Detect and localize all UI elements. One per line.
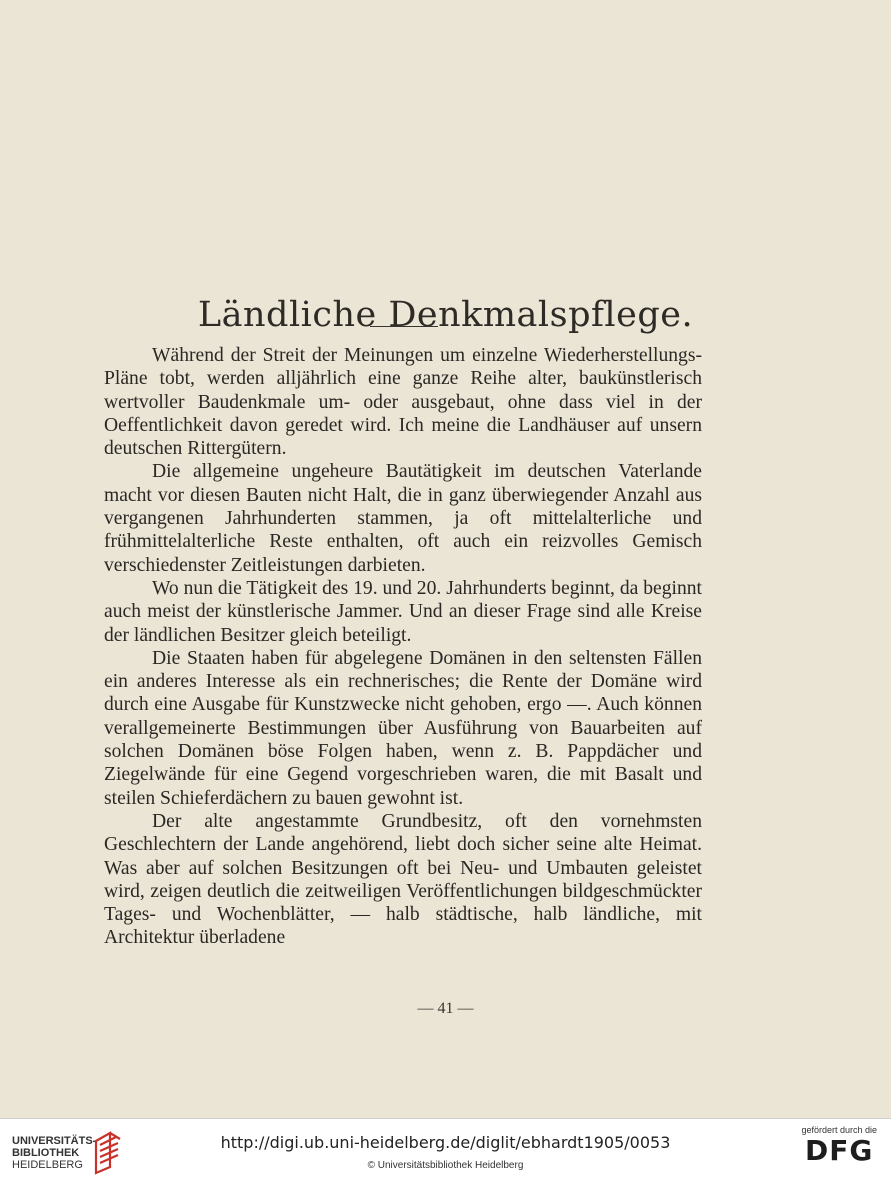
funding-credit [801,1125,877,1167]
page-number: — 41 — [417,1000,474,1017]
permalink-url[interactable]: http://digi.ub.uni-heidelberg.de/diglit/ebhardt1905/0053 [220,1133,671,1152]
library-name-line-1: UNIVERSITÄTS- [12,1135,97,1147]
paragraph-2: Die allgemeine ungeheure Bautätigkeit im deutschen Vaterlande macht vor diesen Bauten nicht Halt, die in ganz überwiegender Anzahl aus vergangenen Jahrhunderten stammen, ja oft mittelalterliche und frühmittelalterliche Reste enthalten, oft auch ein reizvolles Gemisch verschiedenster Zeitleistungen darbieten. [104,461,702,576]
paragraph-5: Der alte angestammte Grundbesitz, oft den vornehmsten Geschlechtern der Lande angehörend, liebt doch sicher seine alte Heimat. Was aber auf solchen Besitzungen oft bei Neu- und Umbauten geleistet wird, zeigen deutlich die zeitweiligen Veröffentlichungen bildgeschmückter Tages- und Wochenblätter, — halb städtische, halb ländliche, mit Architektur überladene [104,810,702,949]
paragraph-3: Wo nun die Tätigkeit des 19. und 20. Jahrhunderts beginnt, da beginnt auch meist der künstlerische Jammer. Und an dieser Frage sind alle Kreise der ländlichen Besitzer gleich beteiligt. [104,577,702,646]
article-body [104,344,702,950]
viewer-footer [0,1118,891,1182]
title-divider [370,326,438,327]
library-name-line-2: BIBLIOTHEK [12,1147,80,1159]
copyright-notice: © Universitätsbibliothek Heidelberg [367,1160,524,1171]
paragraph-4: Die Staaten haben für abgelegene Domänen in den seltensten Fällen ein anderes Interesse als ein rechnerisches; die Rente der Domäne wird durch eine Ausgabe für Kunstzwecke nicht gehoben, ergo —. Auch können verallgemeinerte Bestimmungen über Ausführung von Bauarbeiten auf solchen Domänen böse Folgen haben, wenn z. B. Pappdächer und Ziegelwände für eine Gegend vorgeschrieben waren, die mit Basalt und steilen Schieferdächern zu bauen gewohnt ist. [104,647,702,809]
library-name-line-3: HEIDELBERG [12,1159,83,1171]
dfg-logo[interactable]: DFG [805,1134,874,1167]
paragraph-1: Während der Streit der Meinungen um einzelne Wiederherstellungs-Pläne tobt, werden alljährlich eine ganze Reihe alter, baukünstlerisch wertvoller Baudenkmale um- oder ausgebaut, ohne dass viel in der Oeffentlichkeit davon geredet wird. Ich meine die Landhäuser auf unsern deutschen Rittergütern. [104,345,702,460]
funding-label: gefördert durch die [801,1125,877,1135]
article-title: Ländliche Denkmalspflege. [197,295,694,336]
